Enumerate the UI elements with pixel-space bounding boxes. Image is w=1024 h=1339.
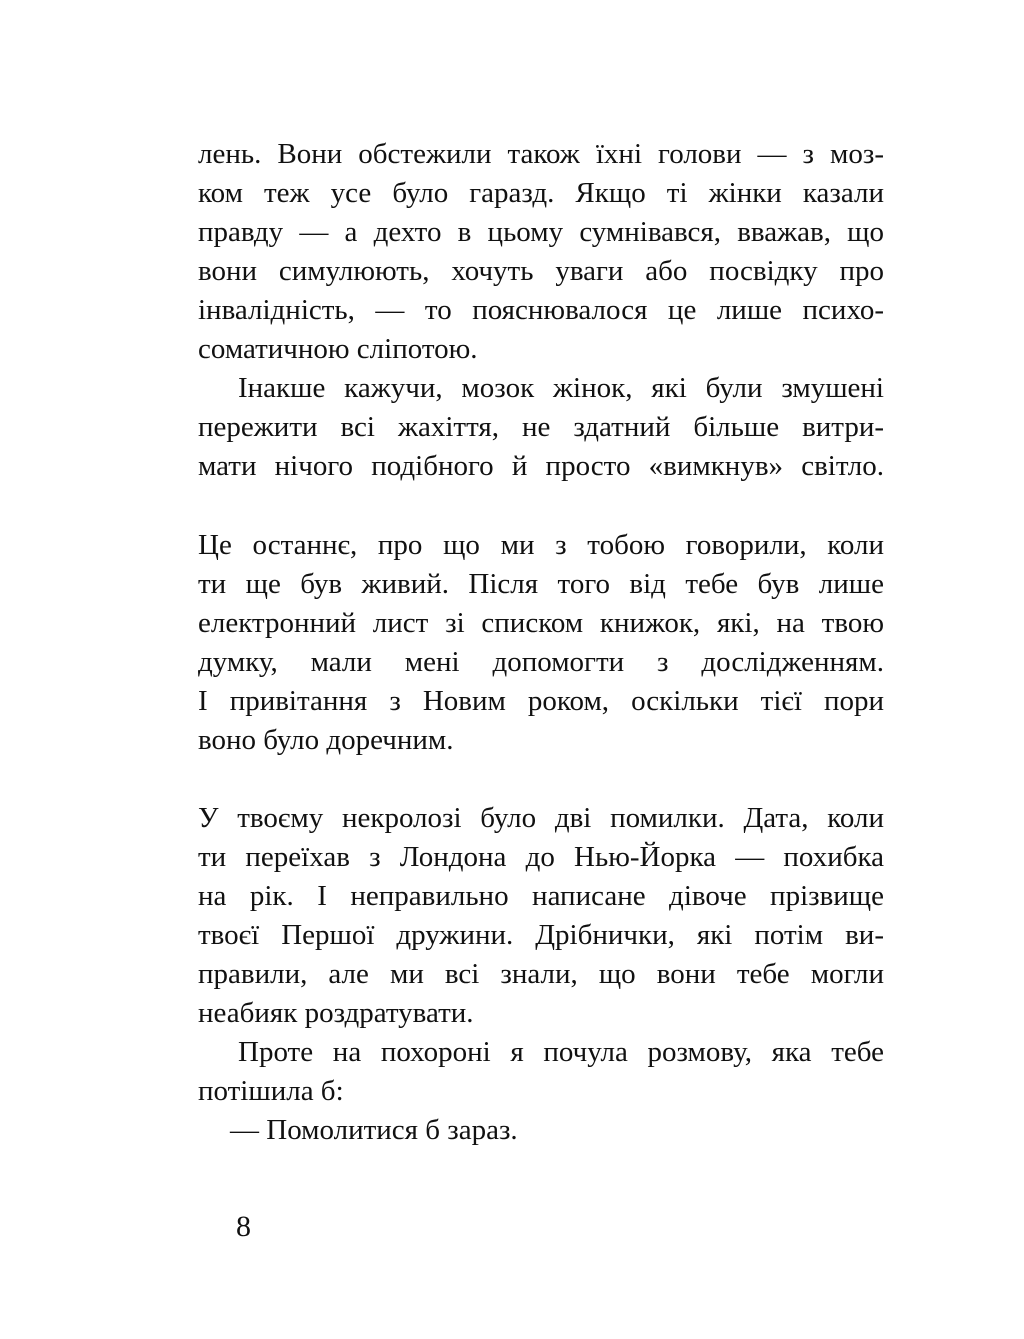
text-line: на рік. І неправильно написане дівоче прізвище [198,880,884,912]
text-line: ком теж усе було гаразд. Якщо ті жінки казали [198,177,884,209]
text-line: думку, мали мені допомогти з дослідженням. [198,646,884,678]
text-line: потішила б: [198,1075,344,1107]
text-line: інвалідність, — то пояснювалося це лише психо- [198,294,884,326]
text-line: І привітання з Новим роком, оскільки тієї пори [198,685,884,717]
text-line: Це останнє, про що ми з тобою говорили, коли [198,529,884,561]
text-line: У твоєму некролозі було дві помилки. Дата, коли [198,802,884,834]
text-line: соматичною сліпотою. [198,333,478,365]
text-line: ти переїхав з Лондона до Нью-Йорка — похибка [198,841,884,873]
text-line: пережити всі жахіття, не здатний більше витри- [198,411,884,443]
text-line: Інакше кажучи, мозок жінок, які були змушені [238,372,884,404]
text-line: неабияк роздратувати. [198,997,474,1029]
text-line: мати нічого подібного й просто «вимкнув» світло. [198,450,884,482]
text-line: правду — а дехто в цьому сумнівався, вважав, що [198,216,884,248]
page-number: 8 [236,1210,251,1243]
text-line: вони симулюють, хочуть уваги або посвідку про [198,255,884,287]
text-line: твоєї Першої дружини. Дрібнички, які потім ви- [198,919,884,951]
text-line: електронний лист зі списком книжок, які, на твою [198,607,884,639]
text-line: ти ще був живий. Після того від тебе був лише [198,568,884,600]
text-line: Проте на похороні я почула розмову, яка тебе [238,1036,884,1068]
text-line: лень. Вони обстежили також їхні голови — з моз- [198,138,884,170]
text-line: правили, але ми всі знали, що вони тебе могли [198,958,884,990]
text-line: воно було доречним. [198,724,454,756]
text-line: — Помолитися б зараз. [230,1114,518,1146]
